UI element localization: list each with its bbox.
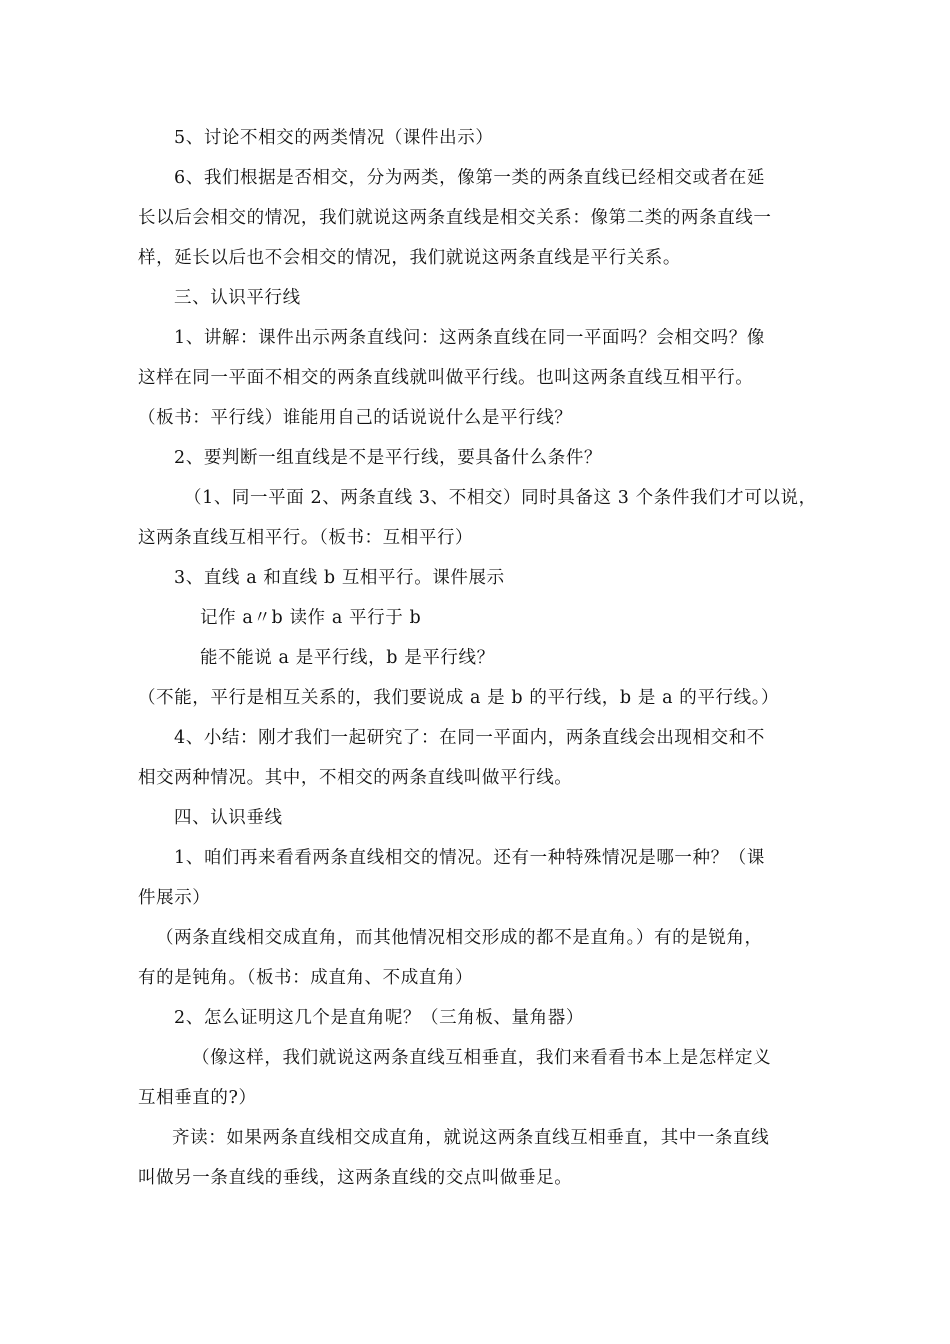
text-line: 1、咱们再来看看两条直线相交的情况。还有一种特殊情况是哪一种？（课 — [174, 848, 765, 868]
text-line: 这两条直线互相平行。（板书：互相平行） — [138, 528, 474, 548]
text-line: 这样在同一平面不相交的两条直线就叫做平行线。也叫这两条直线互相平行。 — [138, 368, 754, 388]
text-line: （1、同一平面 2、两条直线 3、不相交）同时具备这 3 个条件我们才可以说， — [184, 488, 817, 508]
text-line: 能不能说 a 是平行线，b 是平行线？ — [200, 648, 495, 668]
text-line: 3、直线 a 和直线 b 互相平行。课件展示 — [174, 568, 505, 588]
text-line: 有的是钝角。（板书：成直角、不成直角） — [138, 968, 474, 988]
text-line: 6、我们根据是否相交，分为两类，像第一类的两条直线已经相交或者在延 — [174, 168, 765, 188]
text-line: 件展示） — [138, 888, 211, 908]
text-line: （不能，平行是相互关系的，我们要说成 a 是 b 的平行线，b 是 a 的平行线。） — [138, 688, 780, 708]
text-line: （像这样，我们就说这两条直线互相垂直，我们来看看书本上是怎样定义 — [192, 1048, 772, 1068]
text-line: 4、小结：刚才我们一起研究了：在同一平面内，两条直线会出现相交和不 — [174, 728, 765, 748]
text-line: 长以后会相交的情况，我们就说这两条直线是相交关系：像第二类的两条直线一 — [138, 208, 772, 228]
section-heading: 三、认识平行线 — [174, 288, 301, 308]
text-line: （板书：平行线）谁能用自己的话说说什么是平行线？ — [138, 408, 573, 428]
text-line: 叫做另一条直线的垂线，这两条直线的交点叫做垂足。 — [138, 1168, 573, 1188]
document-page — [138, 118, 823, 1198]
text-line: 记作 a〃b 读作 a 平行于 b — [200, 608, 422, 628]
text-line: 齐读：如果两条直线相交成直角，就说这两条直线互相垂直，其中一条直线 — [172, 1128, 770, 1148]
section-heading: 四、认识垂线 — [174, 808, 283, 828]
text-line: 2、要判断一组直线是不是平行线，要具备什么条件？ — [174, 448, 603, 468]
text-line: 1、讲解：课件出示两条直线问：这两条直线在同一平面吗？会相交吗？像 — [174, 328, 765, 348]
text-line: 样，延长以后也不会相交的情况，我们就说这两条直线是平行关系。 — [138, 248, 681, 268]
text-line: 2、怎么证明这几个是直角呢？（三角板、量角器） — [174, 1008, 584, 1028]
text-line: 相交两种情况。其中，不相交的两条直线叫做平行线。 — [138, 768, 573, 788]
text-line: 互相垂直的?） — [138, 1088, 257, 1108]
text-line: 5、讨论不相交的两类情况（课件出示） — [174, 128, 494, 148]
text-line: （两条直线相交成直角，而其他情况相交形成的都不是直角。）有的是锐角， — [156, 928, 763, 948]
